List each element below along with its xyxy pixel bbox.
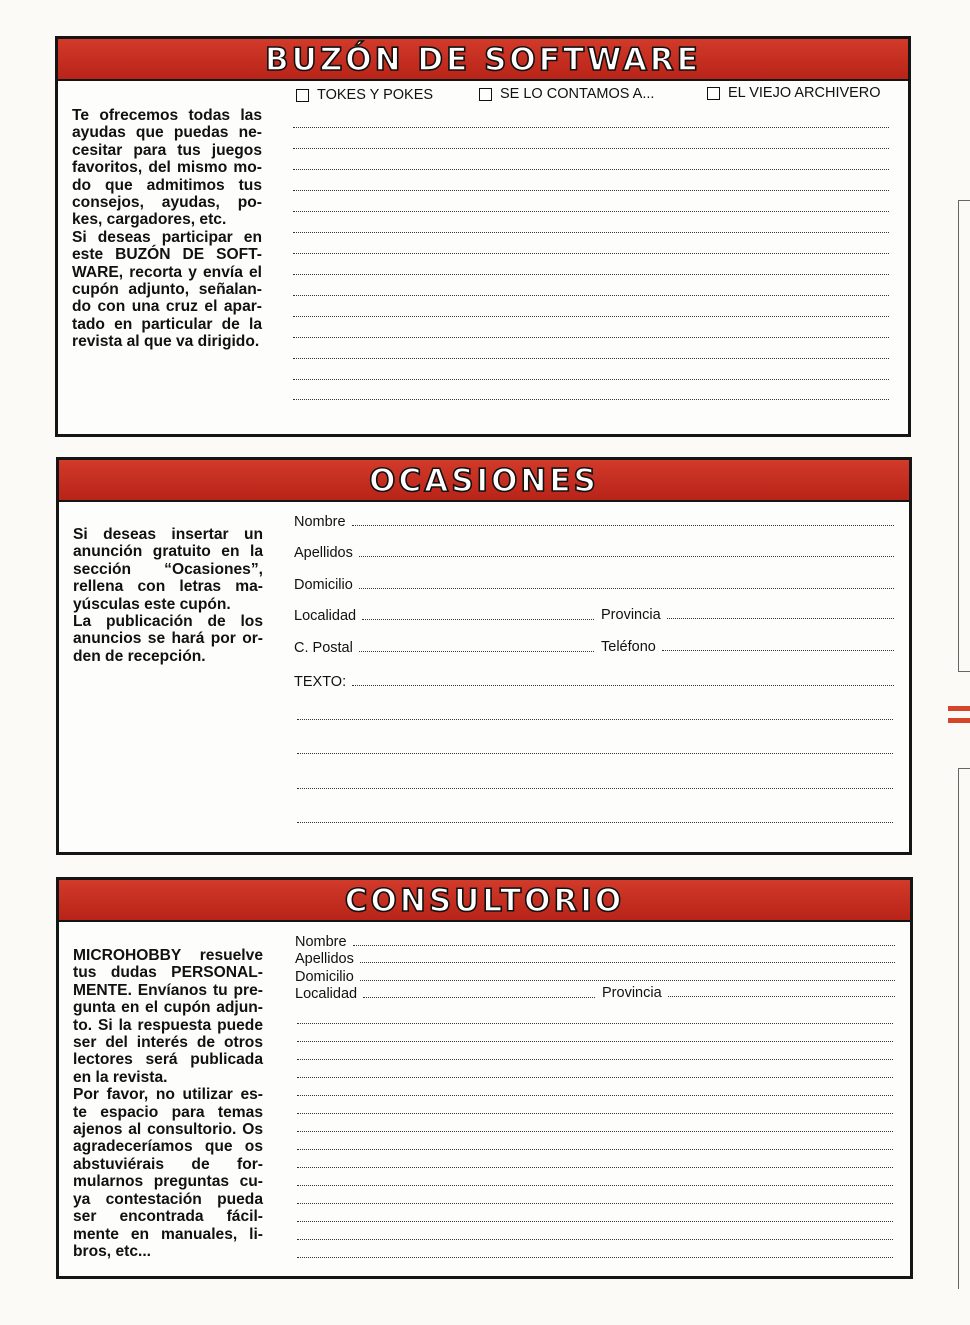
checkbox[interactable]: [296, 89, 309, 102]
write-line[interactable]: [293, 190, 889, 191]
fill-line[interactable]: [352, 525, 894, 526]
consultorio-panel: [56, 877, 913, 1279]
consultorio-title: CONSULTORIO: [344, 883, 625, 919]
field-label: Localidad: [294, 608, 357, 624]
field-nombre[interactable]: [294, 514, 894, 530]
write-line[interactable]: [297, 1113, 893, 1114]
edge-red-stripe: [948, 706, 970, 711]
field-label: Domicilio: [294, 577, 353, 593]
write-line[interactable]: [297, 753, 893, 754]
write-line[interactable]: [293, 127, 889, 128]
fill-line[interactable]: [352, 685, 894, 686]
field-codigo-postal[interactable]: [294, 640, 594, 656]
ocasiones-header-band: [59, 460, 909, 502]
ocasiones-panel: [56, 457, 912, 855]
write-line[interactable]: [293, 211, 889, 212]
checkbox[interactable]: [479, 88, 492, 101]
write-line[interactable]: [297, 1059, 893, 1060]
write-line[interactable]: [297, 1167, 893, 1168]
page-edge-line: [958, 200, 970, 672]
field-label: Apellidos: [295, 951, 354, 967]
ocasiones-title: OCASIONES: [369, 463, 599, 499]
write-line[interactable]: [297, 1041, 893, 1042]
write-line[interactable]: [297, 822, 893, 823]
write-line[interactable]: [297, 1221, 893, 1222]
buzon-intro: Te ofrecemos todas las ayudas que puedas ne- cesitar para tus juegos favoritos, del mismo mo- do que admitimos tus consejos, ayudas, po- kes, cargadores, etc. Si deseas participar en este BUZÓN DE SOFT- WARE, recorta y envía el cupón adjunto, señalan- do con una cruz el apar- tado en particular de la revista al que va dirigido.: [72, 107, 262, 351]
field-localidad[interactable]: [294, 608, 594, 624]
field-label: Domicilio: [295, 969, 354, 985]
field-localidad[interactable]: [295, 986, 595, 1002]
write-line[interactable]: [293, 316, 889, 317]
field-provincia[interactable]: [602, 985, 895, 1001]
fill-line[interactable]: [362, 619, 594, 620]
write-line[interactable]: [297, 1131, 893, 1132]
option-tokes-y-pokes[interactable]: [296, 87, 433, 103]
field-provincia[interactable]: [601, 607, 894, 623]
edge-red-stripe: [948, 718, 970, 723]
write-line[interactable]: [293, 232, 889, 233]
field-domicilio[interactable]: [295, 969, 895, 985]
fill-line[interactable]: [662, 650, 894, 651]
field-label: Apellidos: [294, 545, 353, 561]
consultorio-intro: MICROHOBBY resuelve tus dudas PERSONAL- MENTE. Envíanos tu pre- gunta en el cupón adjun- to. Si la respuesta puede ser del interés de otros lectores será publicada en la revista. Por favor, no utilizar es- te espacio para temas ajenos al consultorio. Os agradeceríamos que os abstuviérais de for- mularnos preguntas cu- ya contestación pueda ser encontrada fácil- mente en manuales, li- bros, etc...: [73, 947, 263, 1260]
fill-line[interactable]: [667, 618, 894, 619]
field-label: C. Postal: [294, 640, 353, 656]
option-label: TOKES Y POKES: [317, 87, 434, 103]
fill-line[interactable]: [359, 588, 894, 589]
fill-line[interactable]: [353, 945, 895, 946]
field-label: Provincia: [602, 985, 662, 1001]
write-line[interactable]: [297, 788, 893, 789]
fill-line[interactable]: [359, 556, 894, 557]
buzon-panel: [55, 36, 911, 437]
field-telefono[interactable]: [601, 639, 894, 655]
buzon-header-band: [58, 39, 908, 81]
field-label: Provincia: [601, 607, 661, 623]
fill-line[interactable]: [359, 651, 594, 652]
fill-line[interactable]: [360, 962, 895, 963]
write-line[interactable]: [297, 719, 893, 720]
write-line[interactable]: [293, 399, 889, 400]
fill-line[interactable]: [363, 997, 595, 998]
field-apellidos[interactable]: [294, 545, 894, 561]
option-label: EL VIEJO ARCHIVERO: [728, 85, 881, 101]
page-edge-line: [958, 768, 970, 1289]
buzon-title: BUZÓN DE SOFTWARE: [265, 42, 701, 78]
field-texto[interactable]: [294, 674, 894, 690]
ocasiones-intro: Si deseas insertar un anunción gratuito en la sección “Ocasiones”, rellena con letras ma- yúsculas este cupón. La publicación de los anuncios se hará por or- den de recepción.: [73, 526, 263, 665]
option-label: SE LO CONTAMOS A...: [500, 86, 655, 102]
write-line[interactable]: [297, 1149, 893, 1150]
write-line[interactable]: [293, 337, 889, 338]
field-nombre[interactable]: [295, 934, 895, 950]
field-label: Teléfono: [601, 639, 656, 655]
write-line[interactable]: [293, 253, 889, 254]
write-line[interactable]: [297, 1203, 893, 1204]
option-se-lo-contamos[interactable]: [479, 86, 654, 102]
write-line[interactable]: [297, 1257, 893, 1258]
consultorio-header-band: [59, 880, 910, 922]
field-label: Localidad: [295, 986, 358, 1002]
write-line[interactable]: [297, 1239, 893, 1240]
field-label: Nombre: [295, 934, 347, 950]
field-apellidos[interactable]: [295, 951, 895, 967]
write-line[interactable]: [293, 295, 889, 296]
field-label: TEXTO:: [294, 674, 347, 690]
write-line[interactable]: [293, 169, 889, 170]
checkbox[interactable]: [707, 87, 720, 100]
fill-line[interactable]: [668, 996, 895, 997]
write-line[interactable]: [293, 274, 889, 275]
fill-line[interactable]: [360, 980, 895, 981]
field-domicilio[interactable]: [294, 577, 894, 593]
write-line[interactable]: [297, 1023, 893, 1024]
write-line[interactable]: [293, 358, 889, 359]
field-label: Nombre: [294, 514, 346, 530]
write-line[interactable]: [297, 1077, 893, 1078]
write-line[interactable]: [293, 148, 889, 149]
write-line[interactable]: [297, 1095, 893, 1096]
write-line[interactable]: [297, 1185, 893, 1186]
option-el-viejo-archivero[interactable]: [707, 85, 881, 101]
write-line[interactable]: [293, 379, 889, 380]
